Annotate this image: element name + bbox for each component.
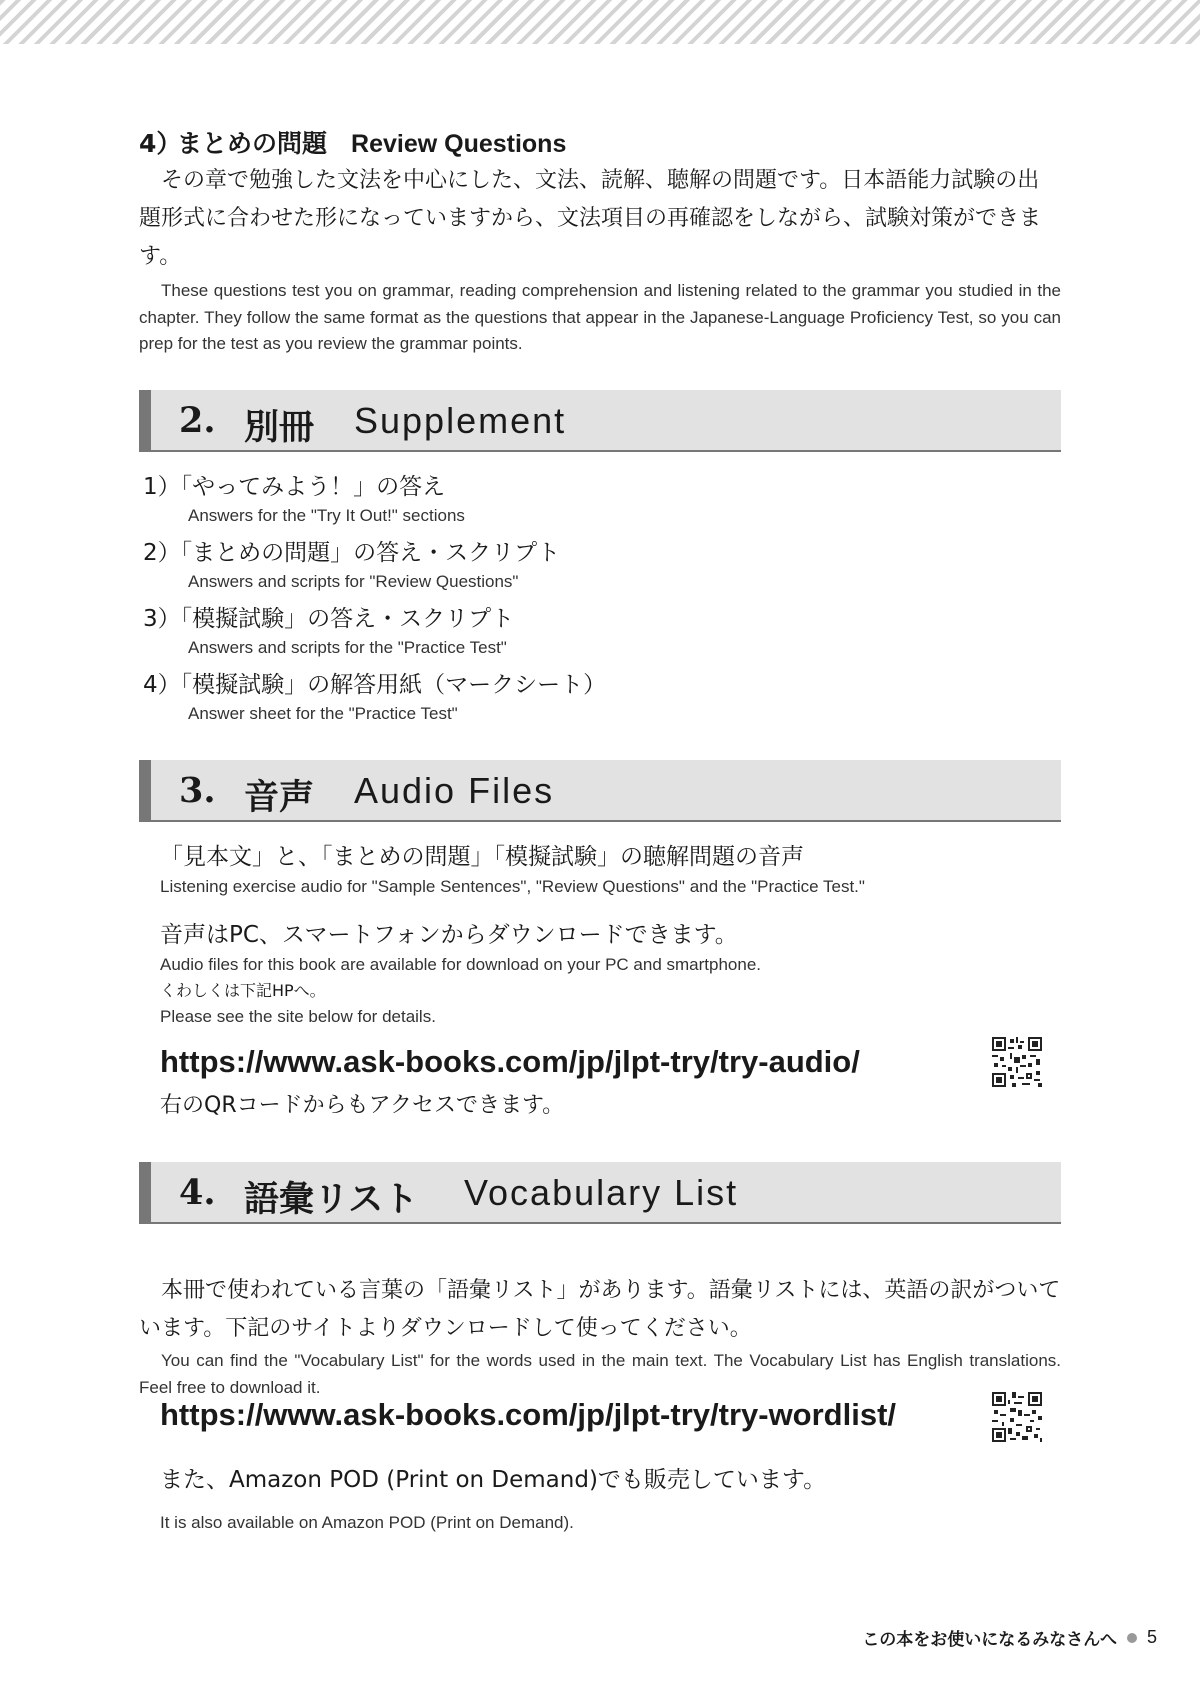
vocab-jp-text: 本冊で使われている言葉の「語彙リスト」があります。語彙リストには、英語の訳がついています。下記のサイトよりダウンロードして使ってください。: [139, 1278, 1061, 1341]
pod-jp-text: また、Amazon POD (Print on Demand)でも販売しています。: [160, 1467, 827, 1493]
supplement-item-jp: 4）「模擬試験」の解答用紙（マークシート）: [143, 672, 607, 698]
review-heading-en: Review Questions: [351, 130, 567, 158]
vocab-body: [139, 1272, 1061, 1401]
bullet-icon: [1127, 1633, 1137, 1643]
wordlist-url-link[interactable]: https://www.ask-books.com/jp/jlpt-try/try-wordlist/: [160, 1397, 897, 1432]
qr-code-icon[interactable]: [992, 1392, 1042, 1442]
section-title-jp: 別冊: [244, 408, 315, 448]
supplement-item-en: Answers and scripts for "Review Questions": [188, 572, 519, 591]
audio-line2-en: Audio files for this book are available for download on your PC and smartphone.: [160, 955, 762, 974]
supplement-item-en: Answers for the "Try It Out!" sections: [188, 506, 465, 525]
audio-url-link[interactable]: https://www.ask-books.com/jp/jlpt-try/try-audio/: [160, 1044, 860, 1079]
supplement-item: [143, 602, 1043, 660]
supplement-item-en: Answer sheet for the "Practice Test": [188, 704, 458, 723]
section-bar: [139, 760, 151, 820]
supplement-item: [143, 470, 1043, 528]
review-heading-number: 4）: [139, 129, 182, 158]
section-title-jp: 語彙リスト: [244, 1180, 419, 1220]
section-title-jp: 音声: [244, 778, 315, 818]
page-number: 5: [1146, 1627, 1157, 1647]
section-title-en: Vocabulary List: [464, 1172, 739, 1213]
supplement-item-en: Answers and scripts for the "Practice Test": [188, 638, 507, 657]
supplement-item-jp: 3）「模擬試験」の答え・スクリプト: [143, 606, 515, 632]
footer-text: この本をお使いになるみなさんへ: [862, 1630, 1117, 1650]
section-number: 4.: [179, 1172, 216, 1213]
section-header-supplement: [139, 390, 1061, 452]
audio-line1-jp: 「見本文」と、「まとめの問題」「模擬試験」の聴解問題の音声: [160, 844, 804, 870]
audio-qr-note: 右のQRコードからもアクセスできます。: [160, 1093, 565, 1118]
vocab-en-text: You can find the "Vocabulary List" for the words used in the main text. The Vocabulary List has English translations. Feel free to download it.: [139, 1351, 1061, 1397]
section-title-en: Audio Files: [354, 770, 555, 811]
header-stripe: [0, 0, 1200, 44]
supplement-item: [143, 536, 1043, 594]
section-header-audio: [139, 760, 1061, 822]
audio-line2: [160, 918, 1060, 1030]
section-bar: [139, 1162, 151, 1222]
page-footer: [862, 1625, 1157, 1650]
supplement-item: [143, 668, 1043, 726]
review-heading-jp: まとめの問題: [177, 129, 328, 158]
audio-line3-en: Please see the site below for details.: [160, 1007, 436, 1026]
review-heading: [139, 124, 1061, 160]
qr-code-icon[interactable]: [992, 1037, 1042, 1087]
section-bar: [139, 390, 151, 450]
supplement-item-jp: 1）「やってみよう！」の答え: [143, 474, 446, 500]
pod-en-text: It is also available on Amazon POD (Print on Demand).: [160, 1513, 574, 1532]
supplement-item-jp: 2）「まとめの問題」の答え・スクリプト: [143, 540, 561, 566]
section-number: 3.: [179, 770, 216, 811]
section-title-en: Supplement: [354, 400, 567, 441]
audio-line3-jp: くわしくは下記HPへ。: [160, 981, 326, 1000]
section-header-vocab: [139, 1162, 1061, 1224]
review-en-text: These questions test you on grammar, reading comprehension and listening related to the grammar you studied in the chapter. They follow the same format as the questions that appear in the Japanese-Language Proficiency Test, so you can prep for the test as you review the grammar points.: [139, 281, 1061, 353]
audio-line2-jp: 音声はPC、スマートフォンからダウンロードできます。: [160, 922, 738, 948]
section-number: 2.: [179, 400, 216, 441]
review-questions-section: [139, 124, 1061, 358]
audio-line1: [160, 840, 1060, 900]
review-jp-text: その章で勉強した文法を中心にした、文法、読解、聴解の問題です。日本語能力試験の出題形式に合わせた形になっていますから、文法項目の再確認をしながら、試験対策ができます。: [139, 168, 1042, 269]
audio-line1-en: Listening exercise audio for "Sample Sentences", "Review Questions" and the "Practice Test.": [160, 877, 865, 896]
